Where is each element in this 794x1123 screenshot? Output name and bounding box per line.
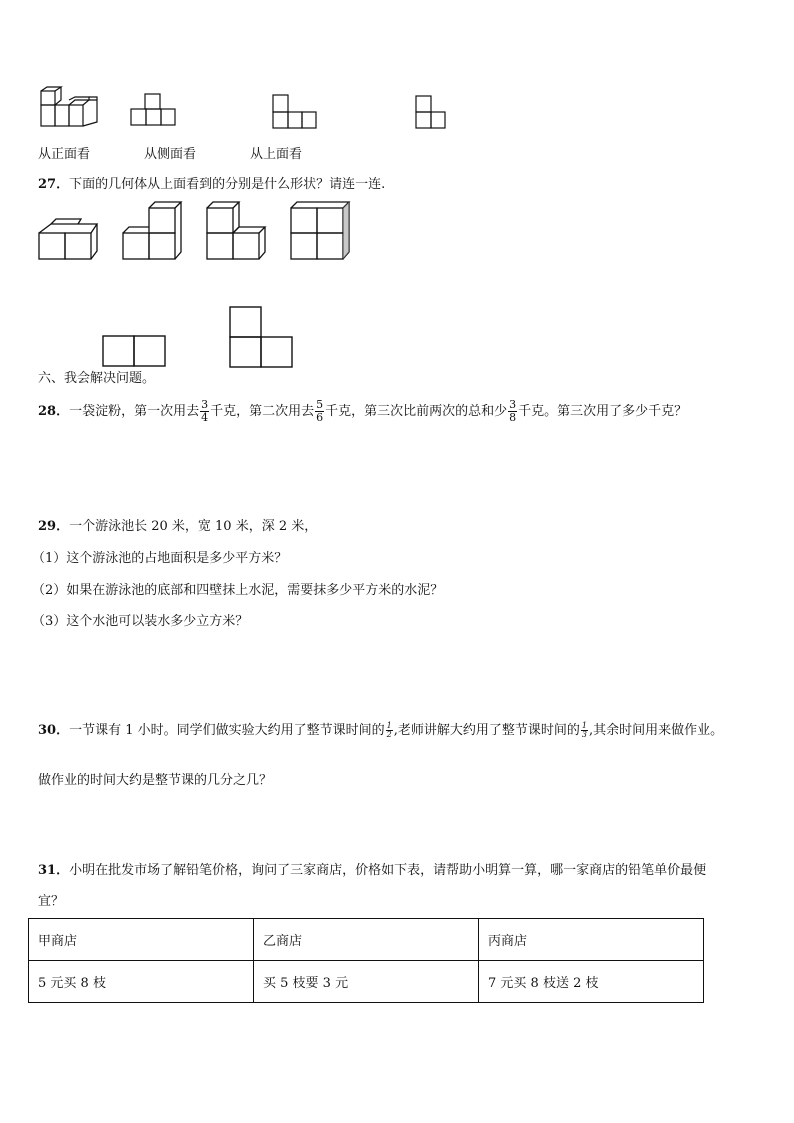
section6-title: 六、我会解决问题。 (38, 371, 156, 386)
price-table (28, 918, 704, 1003)
shape-option-l-shape (229, 306, 293, 368)
q30-number: 30． (38, 723, 70, 738)
q28-line (38, 399, 687, 424)
table-cell: 7 元买 8 枝送 2 枝 (479, 961, 704, 1003)
q31-number: 31． (38, 863, 70, 878)
solid-3 (206, 201, 268, 261)
side-view-figure (130, 93, 176, 127)
q28-fraction-2: $\frac{5}{6}$ (316, 398, 324, 424)
q30-text-1: 一节课有 1 小时。同学们做实验大约用了整节课时间的 (69, 723, 385, 738)
q28-fraction-1: $\frac{3}{4}$ (201, 398, 209, 424)
table-cell: 买 5 枝要 3 元 (254, 961, 479, 1003)
front-view-figure (40, 86, 100, 128)
table-row (29, 961, 704, 1003)
q28-number: 28． (38, 404, 70, 419)
q30-line1 (38, 722, 723, 740)
table-header-cell: 丙商店 (479, 919, 704, 961)
q29-sub1: （1）这个游泳池的占地面积是多少平方米？ (32, 551, 288, 566)
side-view-label: 从侧面看 (144, 147, 197, 162)
q29-text: 一个游泳池长 20 米，宽 10 米，深 2 米， (69, 519, 318, 534)
shape-option-two-squares (102, 335, 166, 367)
q28-fraction-3: $\frac{3}{8}$ (509, 398, 517, 424)
table-header-row (29, 919, 704, 961)
q28-text-3: 千克，第三次比前两次的总和少 (325, 404, 508, 419)
q27-number: 27． (38, 177, 70, 192)
extra-view-figure (415, 95, 447, 131)
q30-text-3: ,其余时间用来做作业。 (588, 723, 724, 738)
top-view-figure (272, 94, 318, 130)
front-view-label: 从正面看 (38, 147, 91, 162)
solid-4 (290, 201, 352, 261)
table-header-cell: 乙商店 (254, 919, 479, 961)
top-view-label: 从上面看 (250, 147, 303, 162)
q27-line (38, 176, 385, 194)
q29-line (38, 518, 317, 536)
q27-text: 下面的几何体从上面看到的分别是什么形状？请连一连. (69, 177, 386, 192)
q30-fraction-2: $\frac{1}{3}$ (581, 721, 587, 739)
q30-fraction-1: $\frac{1}{2}$ (386, 721, 392, 739)
q29-sub3: （3）这个水池可以装水多少立方米？ (32, 614, 249, 629)
table-header-cell: 甲商店 (29, 919, 254, 961)
q31-line1 (38, 862, 706, 880)
solid-2 (122, 201, 184, 261)
q29-sub2: （2）如果在游泳池的底部和四壁抹上水泥，需要抹多少平方米的水泥？ (32, 583, 444, 598)
solid-1 (38, 218, 100, 261)
q29-number: 29． (38, 519, 70, 534)
q28-text-4: 千克。第三次用了多少千克？ (518, 404, 688, 419)
q28-text-1: 一袋淀粉，第一次用去 (69, 404, 200, 419)
q30-text-2: ,老师讲解大约用了整节课时间的 (393, 723, 580, 738)
q31-text: 小明在批发市场了解铅笔价格，询问了三家商店，价格如下表，请帮助小明算一算，哪一家商店的铅笔单价最便 (69, 863, 707, 878)
q28-text-2: 千克，第二次用去 (210, 404, 315, 419)
q30-line2: 做作业的时间大约是整节课的几分之几？ (38, 773, 273, 788)
table-cell: 5 元买 8 枝 (29, 961, 254, 1003)
q31-line2: 宜？ (38, 894, 65, 909)
